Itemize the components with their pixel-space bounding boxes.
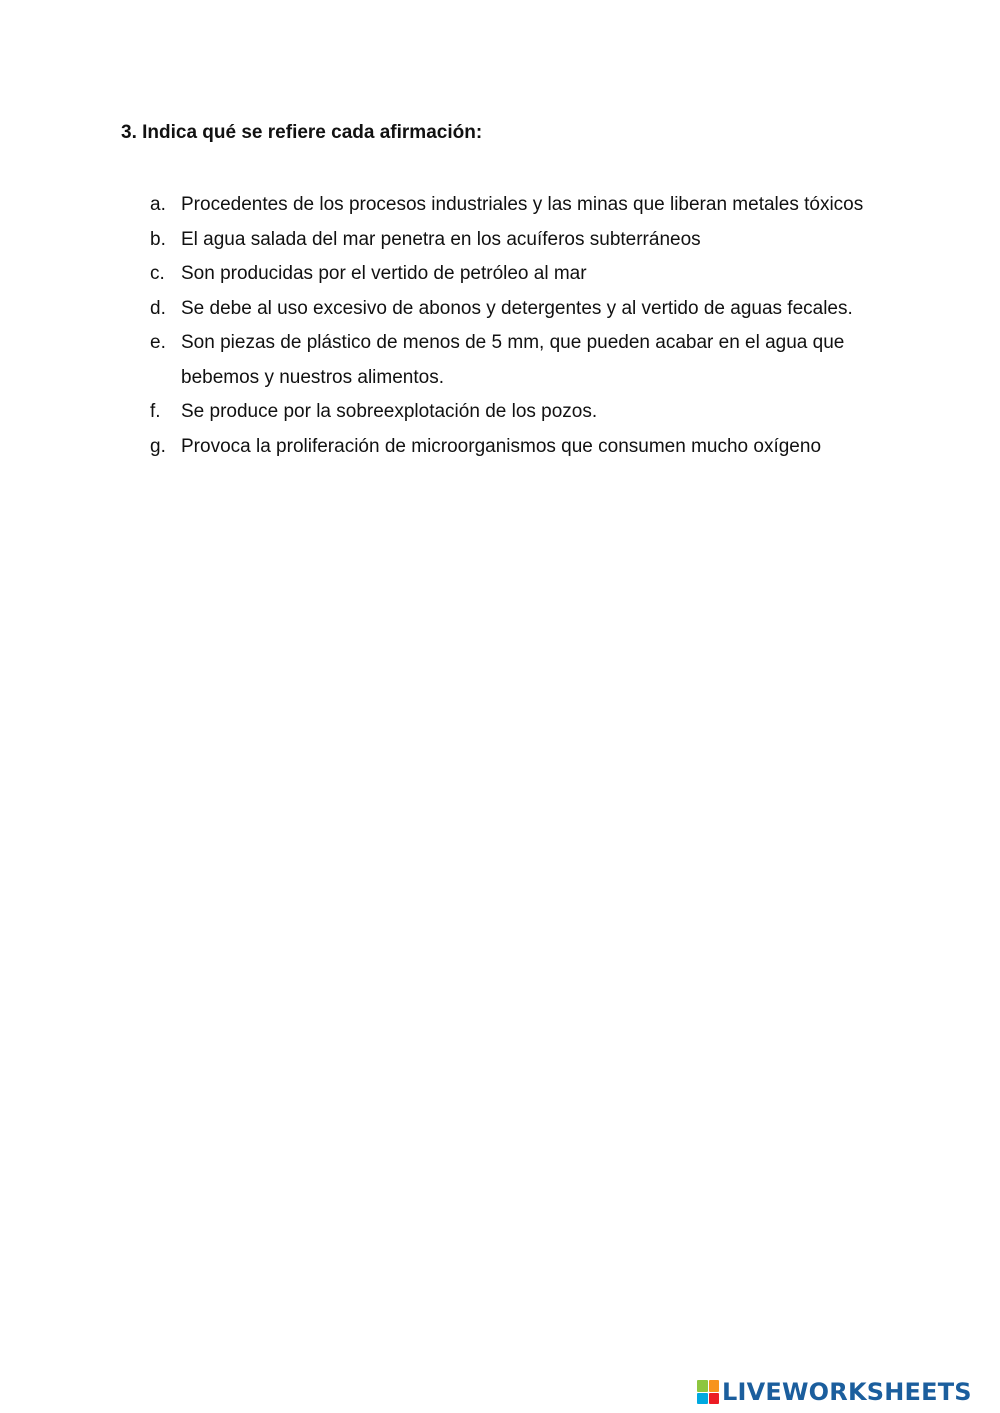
logo-square-blue xyxy=(697,1393,708,1405)
statement-text: Provoca la proliferación de microorganismos que consumen mucho oxígeno xyxy=(181,435,822,457)
statement-item-a xyxy=(150,188,870,223)
statement-text: Procedentes de los procesos industriales y las minas que liberan metales tóxicos xyxy=(181,194,864,215)
statement-text: Son piezas de plástico de menos de 5 mm, que pueden acabar en el agua que bebemos y nuestros alimentos. xyxy=(181,332,845,388)
statement-item-e xyxy=(150,326,870,395)
statement-marker: g. xyxy=(150,435,166,457)
logo-square-green xyxy=(697,1380,708,1392)
logo-square-orange xyxy=(709,1380,720,1392)
statement-marker: b. xyxy=(150,228,166,250)
statement-item-b xyxy=(150,223,870,258)
liveworksheets-brand xyxy=(697,1378,972,1406)
statement-text: Se produce por la sobreexplotación de los pozos. xyxy=(181,401,598,422)
statement-text: Son producidas por el vertido de petróleo al mar xyxy=(181,263,587,284)
statement-list xyxy=(150,188,870,464)
statement-item-d xyxy=(150,292,870,327)
statement-item-g xyxy=(150,430,870,465)
liveworksheets-wordmark: LIVEWORKSHEETS xyxy=(722,1378,972,1406)
logo-square-red xyxy=(709,1393,720,1405)
statement-text: El agua salada del mar penetra en los acuíferos subterráneos xyxy=(181,228,701,250)
liveworksheets-logo-icon xyxy=(697,1380,719,1404)
statement-marker: a. xyxy=(150,194,166,215)
statement-item-c xyxy=(150,257,870,292)
statement-item-f xyxy=(150,395,870,430)
statement-marker: d. xyxy=(150,297,166,319)
statement-marker: c. xyxy=(150,263,165,284)
worksheet-question-title: 3. Indica qué se refiere cada afirmación: xyxy=(121,122,483,143)
statement-text: Se debe al uso excesivo de abonos y detergentes y al vertido de aguas fecales. xyxy=(181,297,853,319)
statement-marker: e. xyxy=(150,332,166,353)
statement-marker: f. xyxy=(150,401,161,422)
